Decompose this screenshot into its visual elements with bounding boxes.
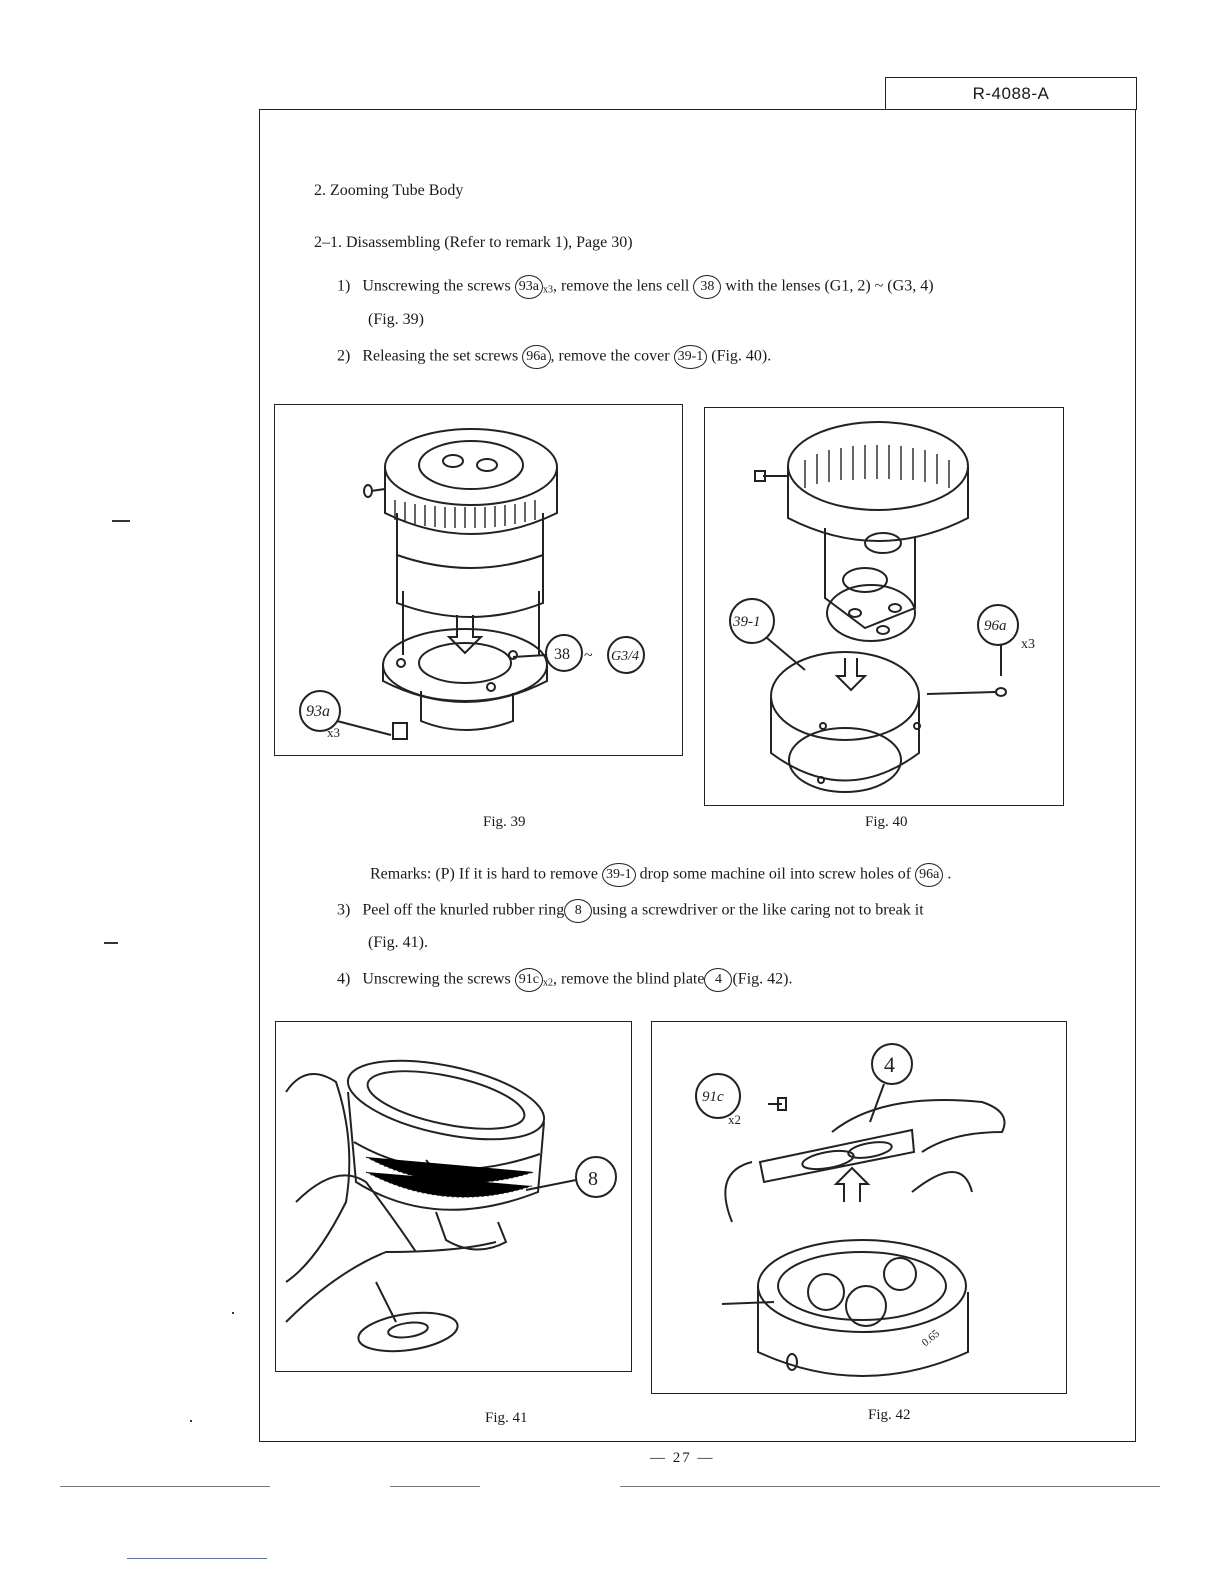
part-ref-4: 4 (704, 968, 732, 992)
scan-speck (232, 1312, 234, 1314)
figure-39 (274, 404, 683, 756)
part-ref-39-1: 39-1 (674, 345, 708, 369)
figure-41 (275, 1021, 632, 1372)
step-1-text: Unscrewing the screws (362, 277, 511, 295)
scan-line (60, 1486, 270, 1487)
scan-line (620, 1486, 1160, 1487)
scan-speck (104, 942, 118, 944)
callout-38: 38 (554, 646, 570, 663)
figure-40-caption: Fig. 40 (865, 814, 908, 830)
remarks-text: . (947, 865, 952, 883)
step-1-number: 1) (337, 277, 351, 295)
section-heading: 2. Zooming Tube Body (314, 182, 464, 199)
multiplier: x3 (542, 284, 553, 296)
scan-speck (190, 1420, 192, 1422)
page-number: — 27 — (650, 1450, 715, 1466)
figure-39-caption: Fig. 39 (483, 814, 526, 830)
callout-4: 4 (884, 1052, 895, 1077)
step-1 (337, 275, 934, 299)
step-3-figref: (Fig. 41). (368, 934, 428, 951)
step-4-text: Unscrewing the screws (362, 970, 511, 988)
scan-line (127, 1558, 267, 1559)
callout-8: 8 (588, 1168, 598, 1190)
step-3-text: Peel off the knurled rubber ring (362, 901, 565, 919)
document-code: R-4088-A (885, 77, 1137, 110)
part-ref-91c: 91c (515, 968, 543, 992)
step-4-text: , remove the blind plate (552, 970, 705, 988)
step-2-text: , remove the cover (550, 347, 670, 365)
step-2-number: 2) (337, 347, 351, 365)
multiplier: x2 (542, 977, 553, 989)
step-4 (337, 968, 792, 992)
part-ref-39-1: 39-1 (602, 863, 636, 887)
scale-mark: 0.65 (919, 1327, 943, 1350)
figure-41-drawing (276, 1022, 633, 1373)
step-2-text: (Fig. 40). (711, 347, 772, 365)
figure-40-drawing (705, 408, 1065, 807)
callout-g3-4: G3/4 (611, 649, 639, 664)
step-1-text: with the lenses (G1, 2) ~ (G3, 4) (725, 277, 934, 295)
scan-speck (112, 520, 130, 522)
step-4-number: 4) (337, 970, 351, 988)
figure-42-caption: Fig. 42 (868, 1407, 911, 1423)
step-1-text: , remove the lens cell (552, 277, 690, 295)
callout-96a: 96a (984, 618, 1007, 634)
callout-x3: x3 (1021, 637, 1035, 652)
callout-x2: x2 (728, 1112, 741, 1127)
part-ref-96a: 96a (915, 863, 943, 887)
step-2 (337, 345, 771, 369)
part-ref-96a: 96a (522, 345, 550, 369)
figure-42 (651, 1021, 1067, 1394)
part-ref-38: 38 (693, 275, 721, 299)
figure-39-drawing (275, 405, 684, 757)
step-4-text: (Fig. 42). (732, 970, 793, 988)
figure-40 (704, 407, 1064, 806)
figure-42-drawing (652, 1022, 1068, 1395)
callout-91c: 91c (702, 1089, 724, 1105)
callout-39-1: 39-1 (733, 614, 761, 630)
step-2-text: Releasing the set screws (362, 347, 519, 365)
subsection-heading: 2–1. Disassembling (Refer to remark 1), Page 30) (314, 234, 633, 251)
step-3-text: using a screwdriver or the like caring not to break it (592, 901, 924, 919)
part-ref-8: 8 (564, 899, 592, 923)
callout-93a: 93a (306, 703, 330, 720)
step-1-figref: (Fig. 39) (368, 311, 424, 328)
remarks (370, 863, 951, 887)
callout-x3: x3 (327, 725, 340, 740)
figure-41-caption: Fig. 41 (485, 1410, 528, 1426)
remarks-text: drop some machine oil into screw holes of (639, 865, 912, 883)
remarks-text: Remarks: (P) If it is hard to remove (370, 865, 598, 883)
part-ref-93a: 93a (515, 275, 543, 299)
scan-line (390, 1486, 480, 1487)
callout-tilde: ~ (584, 647, 593, 664)
step-3 (337, 899, 924, 923)
step-3-number: 3) (337, 901, 351, 919)
